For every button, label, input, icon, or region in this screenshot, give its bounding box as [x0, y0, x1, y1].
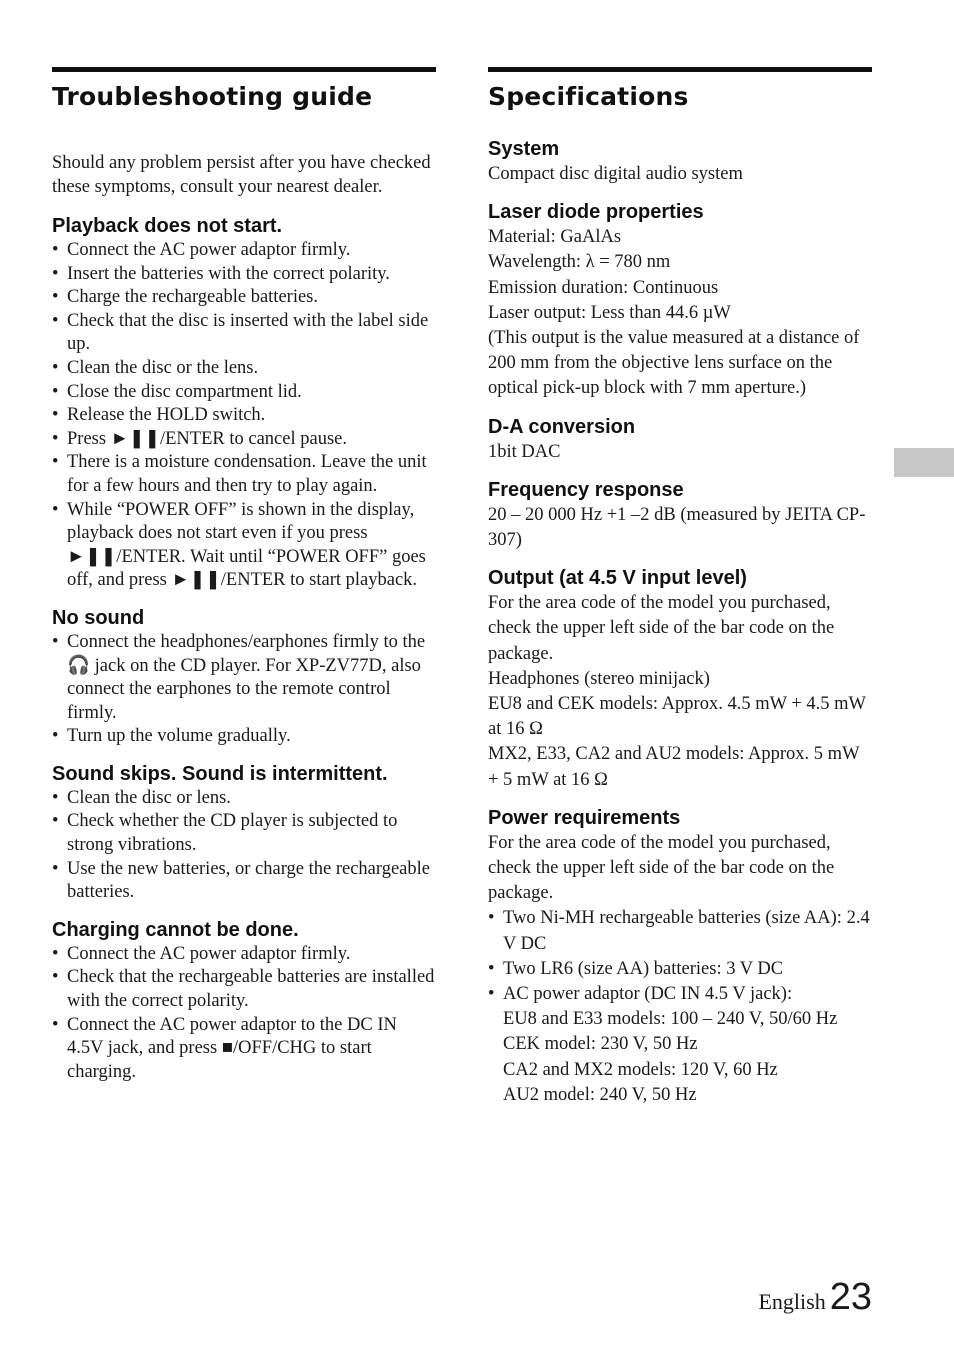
list-item: • While “POWER OFF” is shown in the display, playback does not start even if you press ►❚❚/ENTER. Wait until “POWER OFF” goes off, and press ►❚❚/ENTER to start playback.: [52, 499, 436, 593]
specifications-column: [488, 67, 872, 1108]
list-item: • Clean the disc or lens.: [52, 787, 436, 811]
spec-heading-system: System: [488, 138, 560, 160]
list-item: • Connect the headphones/earphones firmly to the 🎧 jack on the CD player. For XP-ZV77D, also connect the earphones to the remote control firmly.: [52, 631, 436, 725]
list-item: • There is a moisture condensation. Leave the unit for a few hours and then try to play again.: [52, 451, 436, 498]
power-sub-line: AU2 model: 240 V, 50 Hz: [503, 1084, 697, 1105]
power-list: [488, 906, 872, 1108]
list-item: • Two LR6 (size AA) batteries: 3 V DC: [488, 957, 872, 982]
title-rule: [488, 67, 872, 72]
list-item: • Connect the AC power adaptor firmly.: [52, 239, 436, 263]
troubleshooting-intro: Should any problem persist after you have checked these symptoms, consult your nearest dealer.: [52, 153, 431, 197]
section-heading: Sound skips. Sound is intermittent.: [52, 762, 388, 785]
list-item: • Connect the AC power adaptor firmly.: [52, 943, 436, 967]
footer-language: English: [758, 1289, 826, 1314]
troubleshooting-column: [52, 67, 436, 1084]
list-item: • Check that the disc is inserted with the label side up.: [52, 310, 436, 357]
list-item-text: AC power adaptor (DC IN 4.5 V jack):: [503, 984, 793, 1005]
specifications-title: Specifications: [488, 82, 689, 111]
section-heading: Playback does not start.: [52, 215, 283, 237]
list-item: • Check that the rechargeable batteries are installed with the correct polarity.: [52, 966, 436, 1013]
list-item: • Insert the batteries with the correct polarity.: [52, 263, 436, 287]
spec-heading-laser: Laser diode properties: [488, 201, 704, 224]
spec-system-text: Compact disc digital audio system: [488, 164, 743, 184]
spec-laser-line: Wavelength: λ = 780 nm: [488, 252, 671, 273]
section-heading: Charging cannot be done.: [52, 918, 299, 941]
list-item: • Clean the disc or the lens.: [52, 357, 436, 381]
list-item: • Release the HOLD switch.: [52, 404, 436, 428]
power-sub-line: EU8 and E33 models: 100 – 240 V, 50/60 Hz: [503, 1009, 838, 1030]
charging-list: [52, 943, 436, 1085]
spec-output-line: MX2, E33, CA2 and AU2 models: Approx. 5 mW + 5 mW at 16 Ω: [488, 744, 860, 790]
page-footer: [758, 1276, 872, 1319]
list-item: • Charge the rechargeable batteries.: [52, 286, 436, 310]
spec-laser-note: (This output is the value measured at a distance of 200 mm from the objective lens surface on the optical pick-up block with 7 mm aperture.): [488, 328, 860, 399]
list-item: • Close the disc compartment lid.: [52, 381, 436, 405]
list-item: • Use the new batteries, or charge the rechargeable batteries.: [52, 858, 436, 905]
sound-skips-list: [52, 787, 436, 905]
list-item: [488, 982, 872, 1108]
no-sound-list: [52, 631, 436, 749]
spec-power-intro: For the area code of the model you purchased, check the upper left side of the bar code on the package.: [488, 832, 835, 904]
troubleshooting-title: Troubleshooting guide: [52, 82, 373, 111]
title-rule: [52, 67, 436, 72]
spec-laser-line: Emission duration: Continuous: [488, 277, 719, 298]
spec-heading-da: D-A conversion: [488, 415, 636, 438]
spec-heading-power: Power requirements: [488, 806, 681, 829]
section-tab-marker: [894, 448, 954, 477]
section-heading: No sound: [52, 606, 145, 629]
power-sub-line: CA2 and MX2 models: 120 V, 60 Hz: [503, 1059, 778, 1080]
spec-da-text: 1bit DAC: [488, 441, 561, 462]
list-item: • Press ►❚❚/ENTER to cancel pause.: [52, 428, 436, 452]
page-number: 23: [829, 1276, 872, 1318]
spec-output-line: For the area code of the model you purchased, check the upper left side of the bar code on the package.: [488, 593, 835, 664]
spec-output-line: EU8 and CEK models: Approx. 4.5 mW + 4.5 mW at 16 Ω: [488, 694, 866, 740]
spec-laser-line: Material: GaAlAs: [488, 227, 622, 248]
spec-heading-frequency: Frequency response: [488, 478, 684, 501]
spec-heading-output: Output (at 4.5 V input level): [488, 567, 747, 590]
list-item: • Connect the AC power adaptor to the DC IN 4.5V jack, and press ■/OFF/CHG to start charging.: [52, 1014, 436, 1085]
spec-laser-line: Laser output: Less than 44.6 µW: [488, 302, 731, 323]
list-item: • Turn up the volume gradually.: [52, 725, 436, 749]
spec-output-line: Headphones (stereo minijack): [488, 668, 710, 689]
playback-list: [52, 239, 436, 593]
power-sub-line: CEK model: 230 V, 50 Hz: [503, 1034, 698, 1055]
spec-frequency-text: 20 – 20 000 Hz +1 –2 dB (measured by JEITA CP-307): [488, 504, 866, 551]
list-item: • Two Ni-MH rechargeable batteries (size AA): 2.4 V DC: [488, 906, 872, 956]
list-item: • Check whether the CD player is subjected to strong vibrations.: [52, 810, 436, 857]
